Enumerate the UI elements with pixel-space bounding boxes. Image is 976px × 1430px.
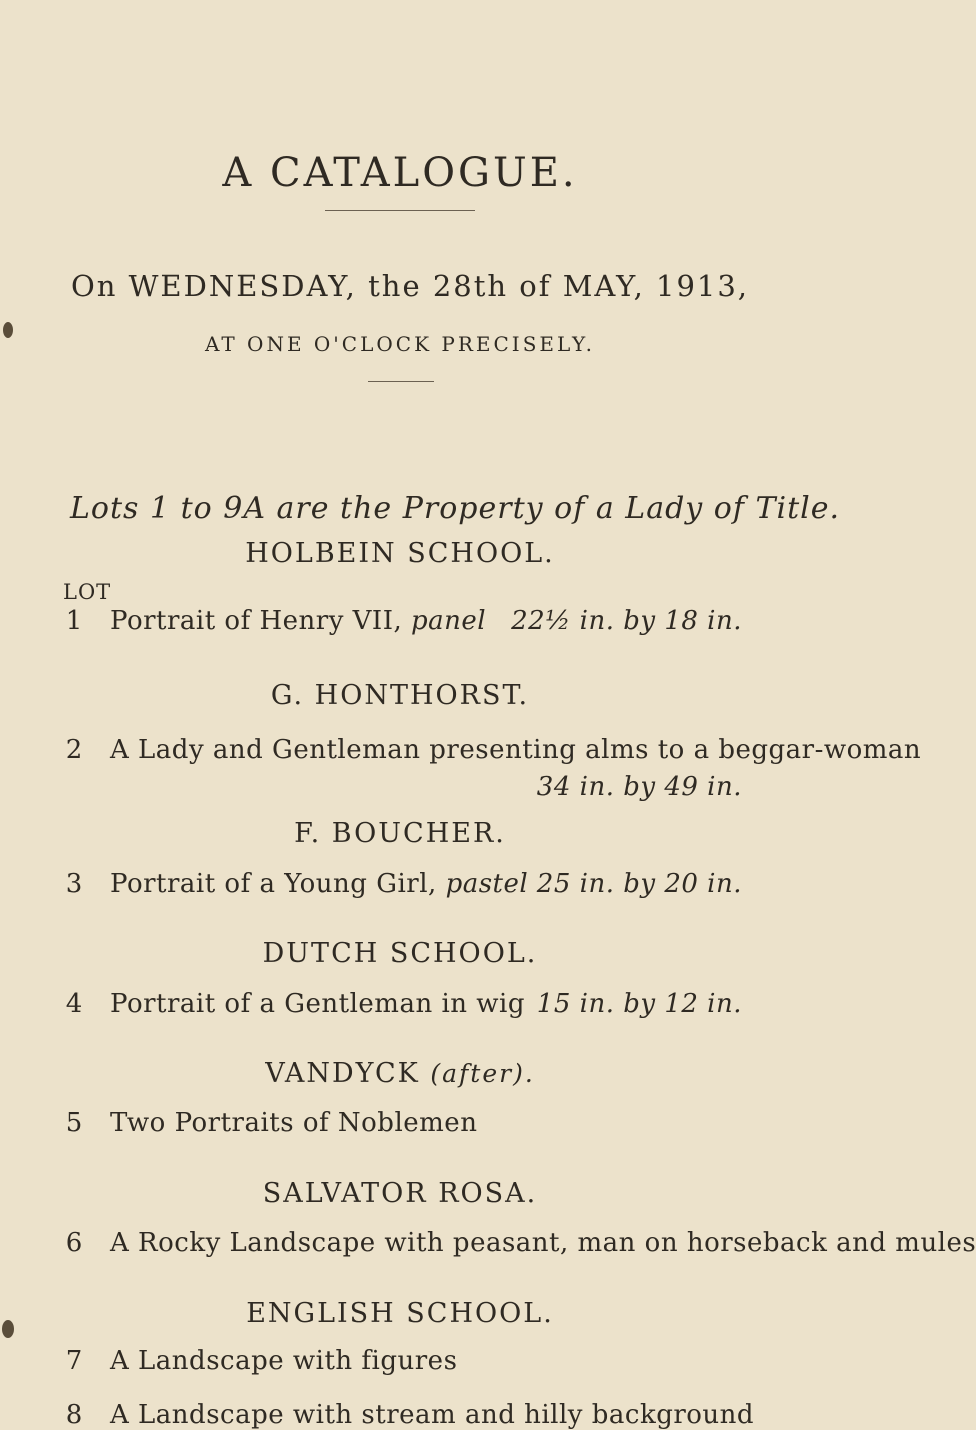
lot-description: Portrait of a Young Girl, pastel	[110, 869, 529, 899]
lot-description: Portrait of a Gentleman in wig	[110, 989, 525, 1019]
school-heading: ENGLISH SCHOOL.	[246, 1298, 554, 1329]
title-rule	[325, 210, 475, 211]
school-heading: DUTCH SCHOOL.	[262, 938, 538, 969]
lot-number: 2	[65, 735, 83, 765]
catalogue-title: A CATALOGUE.	[222, 150, 578, 196]
lot-size: 15 in. by 12 in.	[536, 989, 742, 1019]
lot-description: A Rocky Landscape with peasant, man on horseback and mules	[110, 1228, 976, 1258]
lot-medium: panel	[411, 606, 487, 636]
school-heading: F. BOUCHER.	[294, 818, 506, 849]
school-heading: G. HONTHORST.	[270, 680, 530, 711]
lot-description: A Landscape with figures	[110, 1346, 458, 1376]
school-heading: VANDYCK (after).	[265, 1058, 535, 1089]
school-note: (after).	[430, 1059, 535, 1088]
sale-time: AT ONE O'CLOCK PRECISELY.	[205, 332, 595, 356]
school-heading: HOLBEIN SCHOOL.	[245, 538, 555, 569]
lot-description: Portrait of Henry VII, panel	[110, 606, 487, 636]
lot-medium: pastel	[445, 869, 529, 899]
sale-date: On WEDNESDAY, the 28th of MAY, 1913,	[70, 269, 750, 303]
lot-number: 5	[65, 1108, 83, 1138]
lot-size: 22½ in. by 18 in.	[511, 606, 742, 636]
lot-number: 6	[65, 1228, 83, 1258]
ink-blot	[3, 322, 13, 338]
lot-number: 1	[65, 606, 83, 636]
lot-description: A Lady and Gentleman presenting alms to a beggar-woman	[110, 735, 922, 765]
lot-size: 34 in. by 49 in.	[536, 772, 742, 802]
lot-number: 7	[65, 1346, 83, 1376]
lot-number: 8	[65, 1400, 83, 1430]
lot-number: 3	[65, 869, 83, 899]
lot-description: A Landscape with stream and hilly background	[110, 1400, 755, 1430]
lot-column-header: LOT	[63, 580, 112, 604]
lot-size: 25 in. by 20 in.	[536, 869, 742, 899]
ink-blot	[2, 1320, 14, 1338]
lot-number: 4	[65, 989, 83, 1019]
lot-description: Two Portraits of Noblemen	[110, 1108, 478, 1138]
time-rule	[368, 381, 434, 382]
school-heading: SALVATOR ROSA.	[262, 1178, 538, 1209]
property-note: Lots 1 to 9A are the Property of a Lady of Title.	[70, 491, 841, 526]
